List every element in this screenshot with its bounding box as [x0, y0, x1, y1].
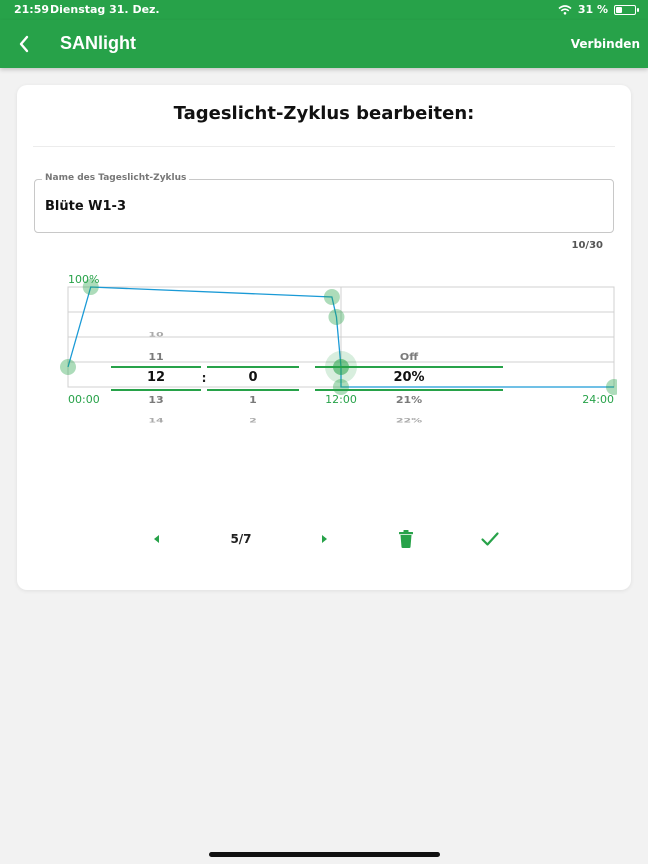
- picker-item[interactable]: 11: [148, 350, 164, 363]
- cycle-name-field[interactable]: [34, 173, 614, 233]
- chart-point[interactable]: [60, 359, 76, 375]
- battery-fill: [616, 7, 622, 13]
- status-indicators: [558, 3, 636, 16]
- cycle-name-input[interactable]: [45, 199, 585, 214]
- chevron-left-icon[interactable]: [12, 30, 40, 58]
- page-title: Tageslicht-Zyklus bearbeiten:: [173, 103, 475, 124]
- picker-item[interactable]: 13: [148, 393, 164, 406]
- triangle-right-icon[interactable]: [317, 532, 331, 546]
- picker-item[interactable]: 2: [249, 417, 257, 425]
- minute-picker[interactable]: [207, 330, 299, 426]
- picker-item[interactable]: 14: [148, 417, 164, 425]
- x-tick-label: 12:00: [325, 393, 357, 405]
- picker-item[interactable]: 22%: [395, 417, 423, 425]
- hour-picker[interactable]: [111, 330, 201, 426]
- home-indicator: [209, 852, 440, 857]
- chart-point[interactable]: [324, 289, 340, 305]
- checkmark-icon[interactable]: [480, 530, 500, 548]
- time-separator: :: [201, 371, 207, 385]
- chart-point[interactable]: [328, 309, 344, 325]
- char-counter: 10/30: [571, 240, 603, 251]
- picker-item[interactable]: 1: [249, 393, 257, 406]
- x-tick-label: 24:00: [582, 393, 614, 405]
- status-date: Dienstag 31. Dez.: [50, 3, 160, 16]
- nav-bar: [0, 20, 648, 68]
- wifi-icon: [558, 5, 572, 15]
- picker-item[interactable]: 21%: [395, 393, 423, 406]
- picker-item-selected[interactable]: 12: [146, 370, 166, 385]
- picker-item-selected[interactable]: 20%: [393, 370, 425, 385]
- battery-icon: [614, 5, 636, 15]
- divider: [33, 146, 615, 147]
- picker-item[interactable]: Off: [399, 350, 419, 363]
- status-bar: [0, 0, 648, 20]
- trash-icon[interactable]: [397, 529, 415, 549]
- y-axis-max-label: 100%: [68, 273, 100, 286]
- intensity-picker[interactable]: [315, 330, 503, 426]
- x-tick-label: 00:00: [68, 393, 100, 405]
- connect-button[interactable]: Verbinden: [570, 37, 640, 51]
- point-counter: 5/7: [230, 532, 252, 546]
- app-title: SANlight: [60, 33, 136, 53]
- battery-percent: 31 %: [577, 3, 608, 16]
- picker-item-selected[interactable]: 0: [248, 370, 258, 385]
- cycle-name-label: Name des Tageslicht-Zyklus: [42, 173, 189, 183]
- triangle-left-icon[interactable]: [150, 532, 164, 546]
- picker-item[interactable]: 10: [148, 331, 164, 339]
- status-time: 21:59: [14, 3, 50, 16]
